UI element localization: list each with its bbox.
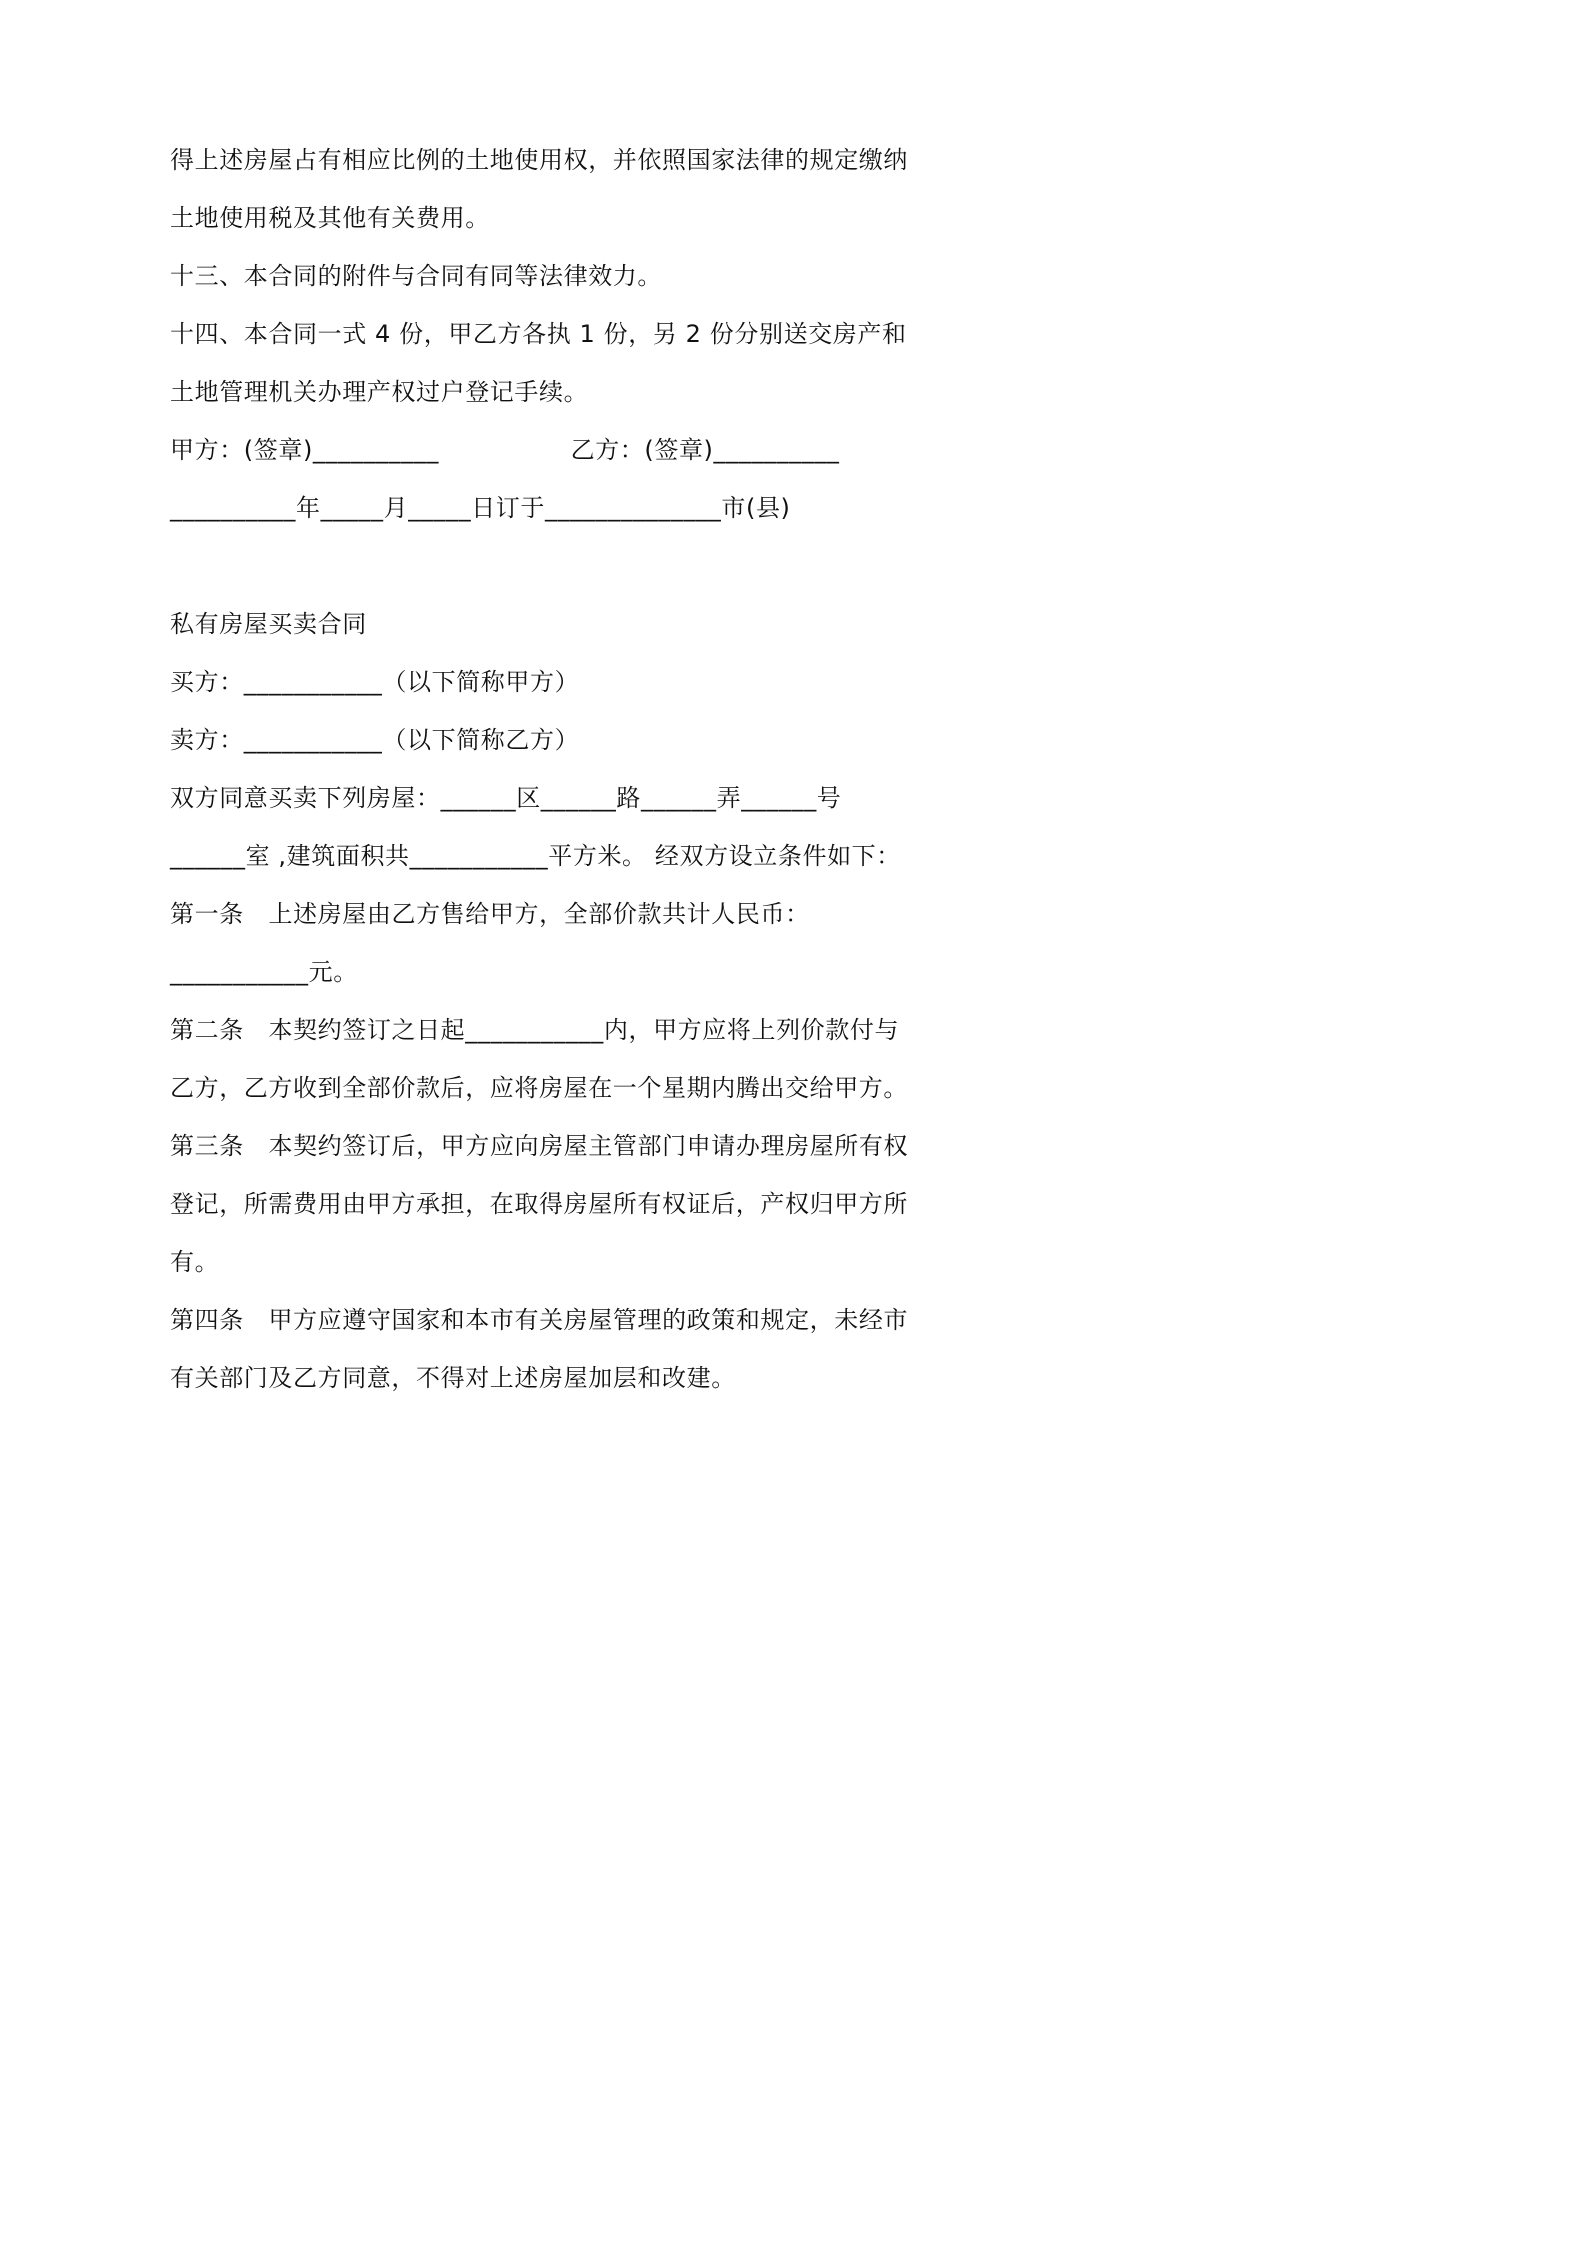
text-line: 得上述房屋占有相应比例的土地使用权，并依照国家法律的规定缴纳 (170, 146, 908, 174)
clause-13: 十三、本合同的附件与合同有同等法律效力。 (170, 262, 662, 290)
text-line: 登记，所需费用由甲方承担，在取得房屋所有权证后，产权归甲方所 (170, 1190, 908, 1218)
property-area-line: ______室 ,建筑面积共___________平方米。 经双方设立条件如下： (170, 842, 901, 870)
text-line: 有。 (170, 1248, 220, 1276)
article-4: 第四条 甲方应遵守国家和本市有关房屋管理的政策和规定，未经市 (170, 1306, 909, 1334)
text-line: 有关部门及乙方同意，不得对上述房屋加层和改建。 (170, 1364, 736, 1392)
article-3: 第三条 本契约签订后，甲方应向房屋主管部门申请办理房屋所有权 (170, 1132, 909, 1160)
seller-line: 卖方：___________（以下简称乙方） (170, 726, 580, 754)
signature-line: 甲方：(签章)__________ 乙方：(签章)__________ (170, 436, 840, 464)
text-line: 乙方，乙方收到全部价款后，应将房屋在一个星期内腾出交给甲方。 (170, 1074, 908, 1102)
article-2: 第二条 本契约签订之日起___________内，甲方应将上列价款付与 (170, 1016, 900, 1044)
article-1: 第一条 上述房屋由乙方售给甲方，全部价款共计人民币： (170, 900, 810, 928)
buyer-line: 买方：___________（以下简称甲方） (170, 668, 580, 696)
date-place-line: __________年_____月_____日订于______________市(县) (170, 494, 791, 522)
price-line: ___________元。 (170, 958, 358, 986)
property-address-line: 双方同意买卖下列房屋：______区______路______弄______号 (170, 784, 842, 812)
text-line: 土地使用税及其他有关费用。 (170, 204, 490, 232)
document-page (0, 0, 1110, 1570)
text-line: 土地管理机关办理产权过户登记手续。 (170, 378, 589, 406)
clause-14: 十四、本合同一式 4 份，甲乙方各执 1 份，另 2 份分别送交房产和 (170, 320, 907, 348)
contract-title: 私有房屋买卖合同 (170, 610, 367, 638)
